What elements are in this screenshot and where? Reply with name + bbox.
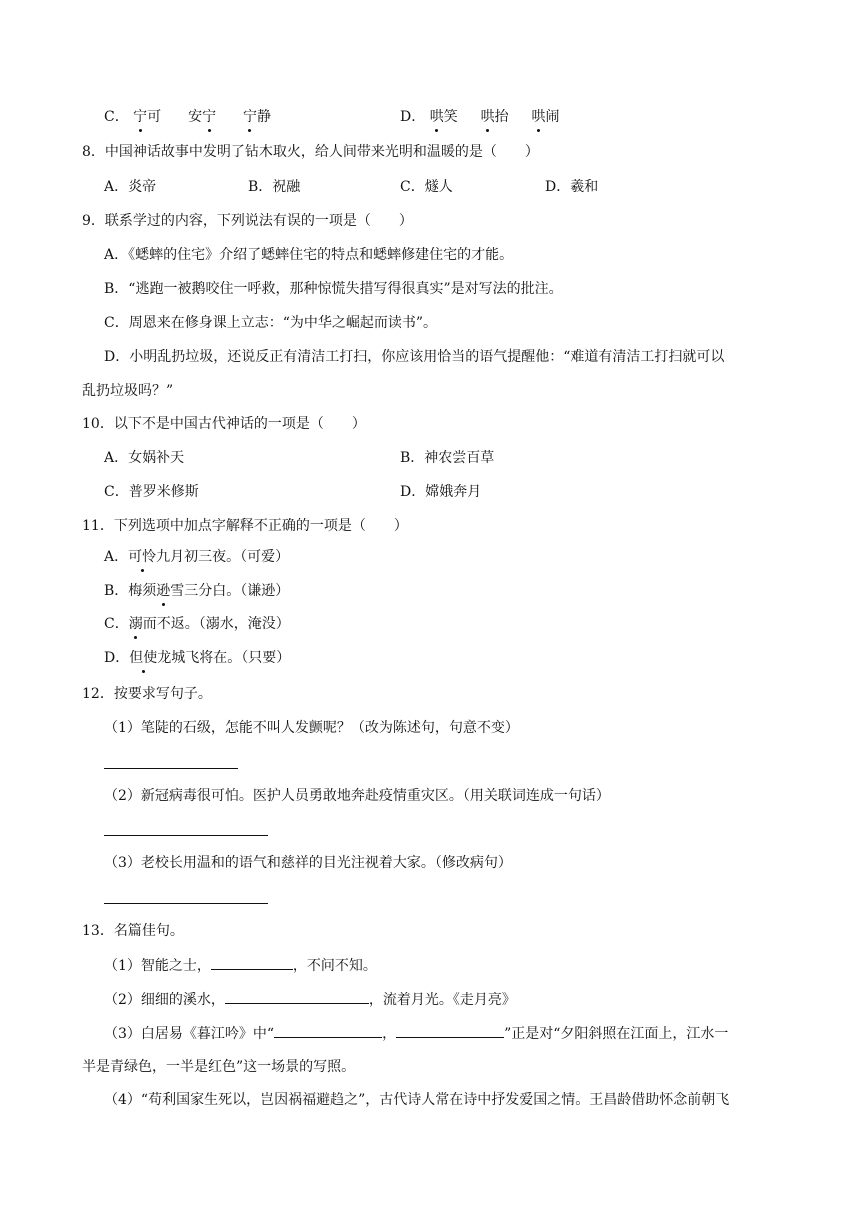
word-2 [481,109,509,125]
word-1 [430,109,458,125]
word-rest: 可 [147,109,162,125]
q10-option-d: D．嫦娥奔月 [400,484,482,500]
q12-stem: 12．按要求写句子。 [82,686,212,702]
q7-option-c [104,107,271,127]
text-post: ”正是对“夕阳斜照在江面上，江水一 [504,1026,729,1042]
text-post: ，不问不知。 [292,958,377,974]
text-post: 雪三分白。（谦逊） [170,583,290,599]
q11-option-d [104,648,290,668]
dotted-char: 哄 [429,109,444,125]
q12-sub3: （3）老校长用温和的语气和慈祥的目光注视着大家。（修改病句） [104,855,512,871]
q9-option-c: C．周恩来在修身课上立志：“为中华之崛起而读书”。 [104,315,438,331]
text-pre: （2）细细的溪水， [104,992,225,1008]
text-post: ，流着月光。《走月亮》 [368,992,516,1008]
q8-option-b: B．祝融 [248,179,301,195]
q9-option-d-line2: 乱扔垃圾吗？” [82,383,174,399]
text-post: 九月初三夜。（可爱） [156,549,290,565]
q10-option-c: C．普罗米修斯 [104,484,199,500]
option-label: A． [104,549,129,565]
word-1 [133,109,161,125]
q13-item3-line1 [104,1023,728,1044]
word-3 [243,109,271,125]
q13-item3-line2: 半是青绿色，一半是红色”这一场景的写照。 [82,1059,356,1075]
dotted-char: 哄 [531,109,546,125]
dotted-word: 可怜 [128,549,157,565]
q7-option-d [400,107,560,127]
q11-option-b [104,581,289,601]
text-post: 龙城飞将在。（只要） [157,650,291,666]
word-rest: 笑 [443,109,458,125]
word-rest: 闹 [545,109,560,125]
word-rest: 抬 [494,109,509,125]
word-pre: 安 [188,109,203,125]
word-rest: 静 [256,109,271,125]
q10-stem: 10．以下不是中国古代神话的一项是（ ） [82,416,366,432]
option-label: C． [104,616,129,632]
fill-blank[interactable] [274,1023,382,1038]
q12-answer-line-2[interactable] [104,835,268,836]
text-pre: 梅须 [128,583,157,599]
fill-blank[interactable] [396,1023,504,1038]
q13-stem: 13．名篇佳句。 [82,923,184,939]
dotted-char: 宁 [242,109,257,125]
q10-option-a: A．女娲补天 [104,450,185,466]
q12-answer-line-3[interactable] [104,903,268,904]
q9-option-d-line1: D．小明乱扔垃圾，还说反正有清洁工打扫，你应该用恰当的语气提醒他：“难道有清洁工打扫就可以 [104,349,725,365]
dotted-word: 但使 [129,650,158,666]
option-label: D． [104,650,130,666]
q8-stem: 8．中国神话故事中发明了钻木取火，给人间带来光明和温暖的是（ ） [82,144,539,160]
word-3 [532,109,560,125]
text-post: 而不返。（溺水，淹没） [142,616,290,632]
dotted-char: 宁 [202,109,217,125]
q13-item1 [104,955,377,976]
fill-blank[interactable] [225,989,369,1004]
q8-option-d: D．羲和 [545,179,599,195]
q11-stem: 11．下列选项中加点字解释不正确的一项是（ ） [82,518,408,534]
dotted-char: 宁 [133,109,148,125]
q9-option-a: A．《蟋蟀的住宅》介绍了蟋蟀住宅的特点和蟋蟀修建住宅的才能。 [104,247,514,263]
q8-option-c: C．燧人 [400,179,453,195]
fill-blank[interactable] [211,955,293,970]
text-pre: （3）白居易《暮江吟》中“ [104,1026,275,1042]
q9-stem: 9．联系学过的内容，下列说法有误的一项是（ ） [82,213,413,229]
q11-option-a [104,547,289,567]
option-label: D． [400,109,426,125]
q9-option-b: B．“逃跑一被鹅咬住一呼救，那种惊慌失措写得很真实”是对写法的批注。 [104,281,563,297]
dotted-char: 哄 [480,109,495,125]
q12-answer-line-1[interactable] [104,768,238,769]
q12-sub2: （2）新冠病毒很可怕。医护人员勇敢地奔赴疫情重灾区。（用关联词连成一句话） [104,788,610,804]
text-mid: ， [382,1026,397,1042]
dotted-word: 溺 [128,616,143,632]
q10-option-b: B．神农尝百草 [400,450,495,466]
dotted-word: 逊 [156,583,171,599]
option-label: C． [104,109,129,125]
q13-item2 [104,989,516,1010]
text-pre: （1）智能之士， [104,958,211,974]
q12-sub1: （1）笔陡的石级，怎能不叫人发颤呢？（改为陈述句，句意不变） [104,720,519,736]
q8-option-a: A．炎帝 [104,179,157,195]
word-2 [188,109,216,125]
option-label: B． [104,583,129,599]
q13-item4: （4）“苟利国家生死以，岂因祸福避趋之”，古代诗人常在诗中抒发爱国之情。王昌龄借助怀念前朝飞 [104,1092,730,1108]
q11-option-c [104,614,290,634]
